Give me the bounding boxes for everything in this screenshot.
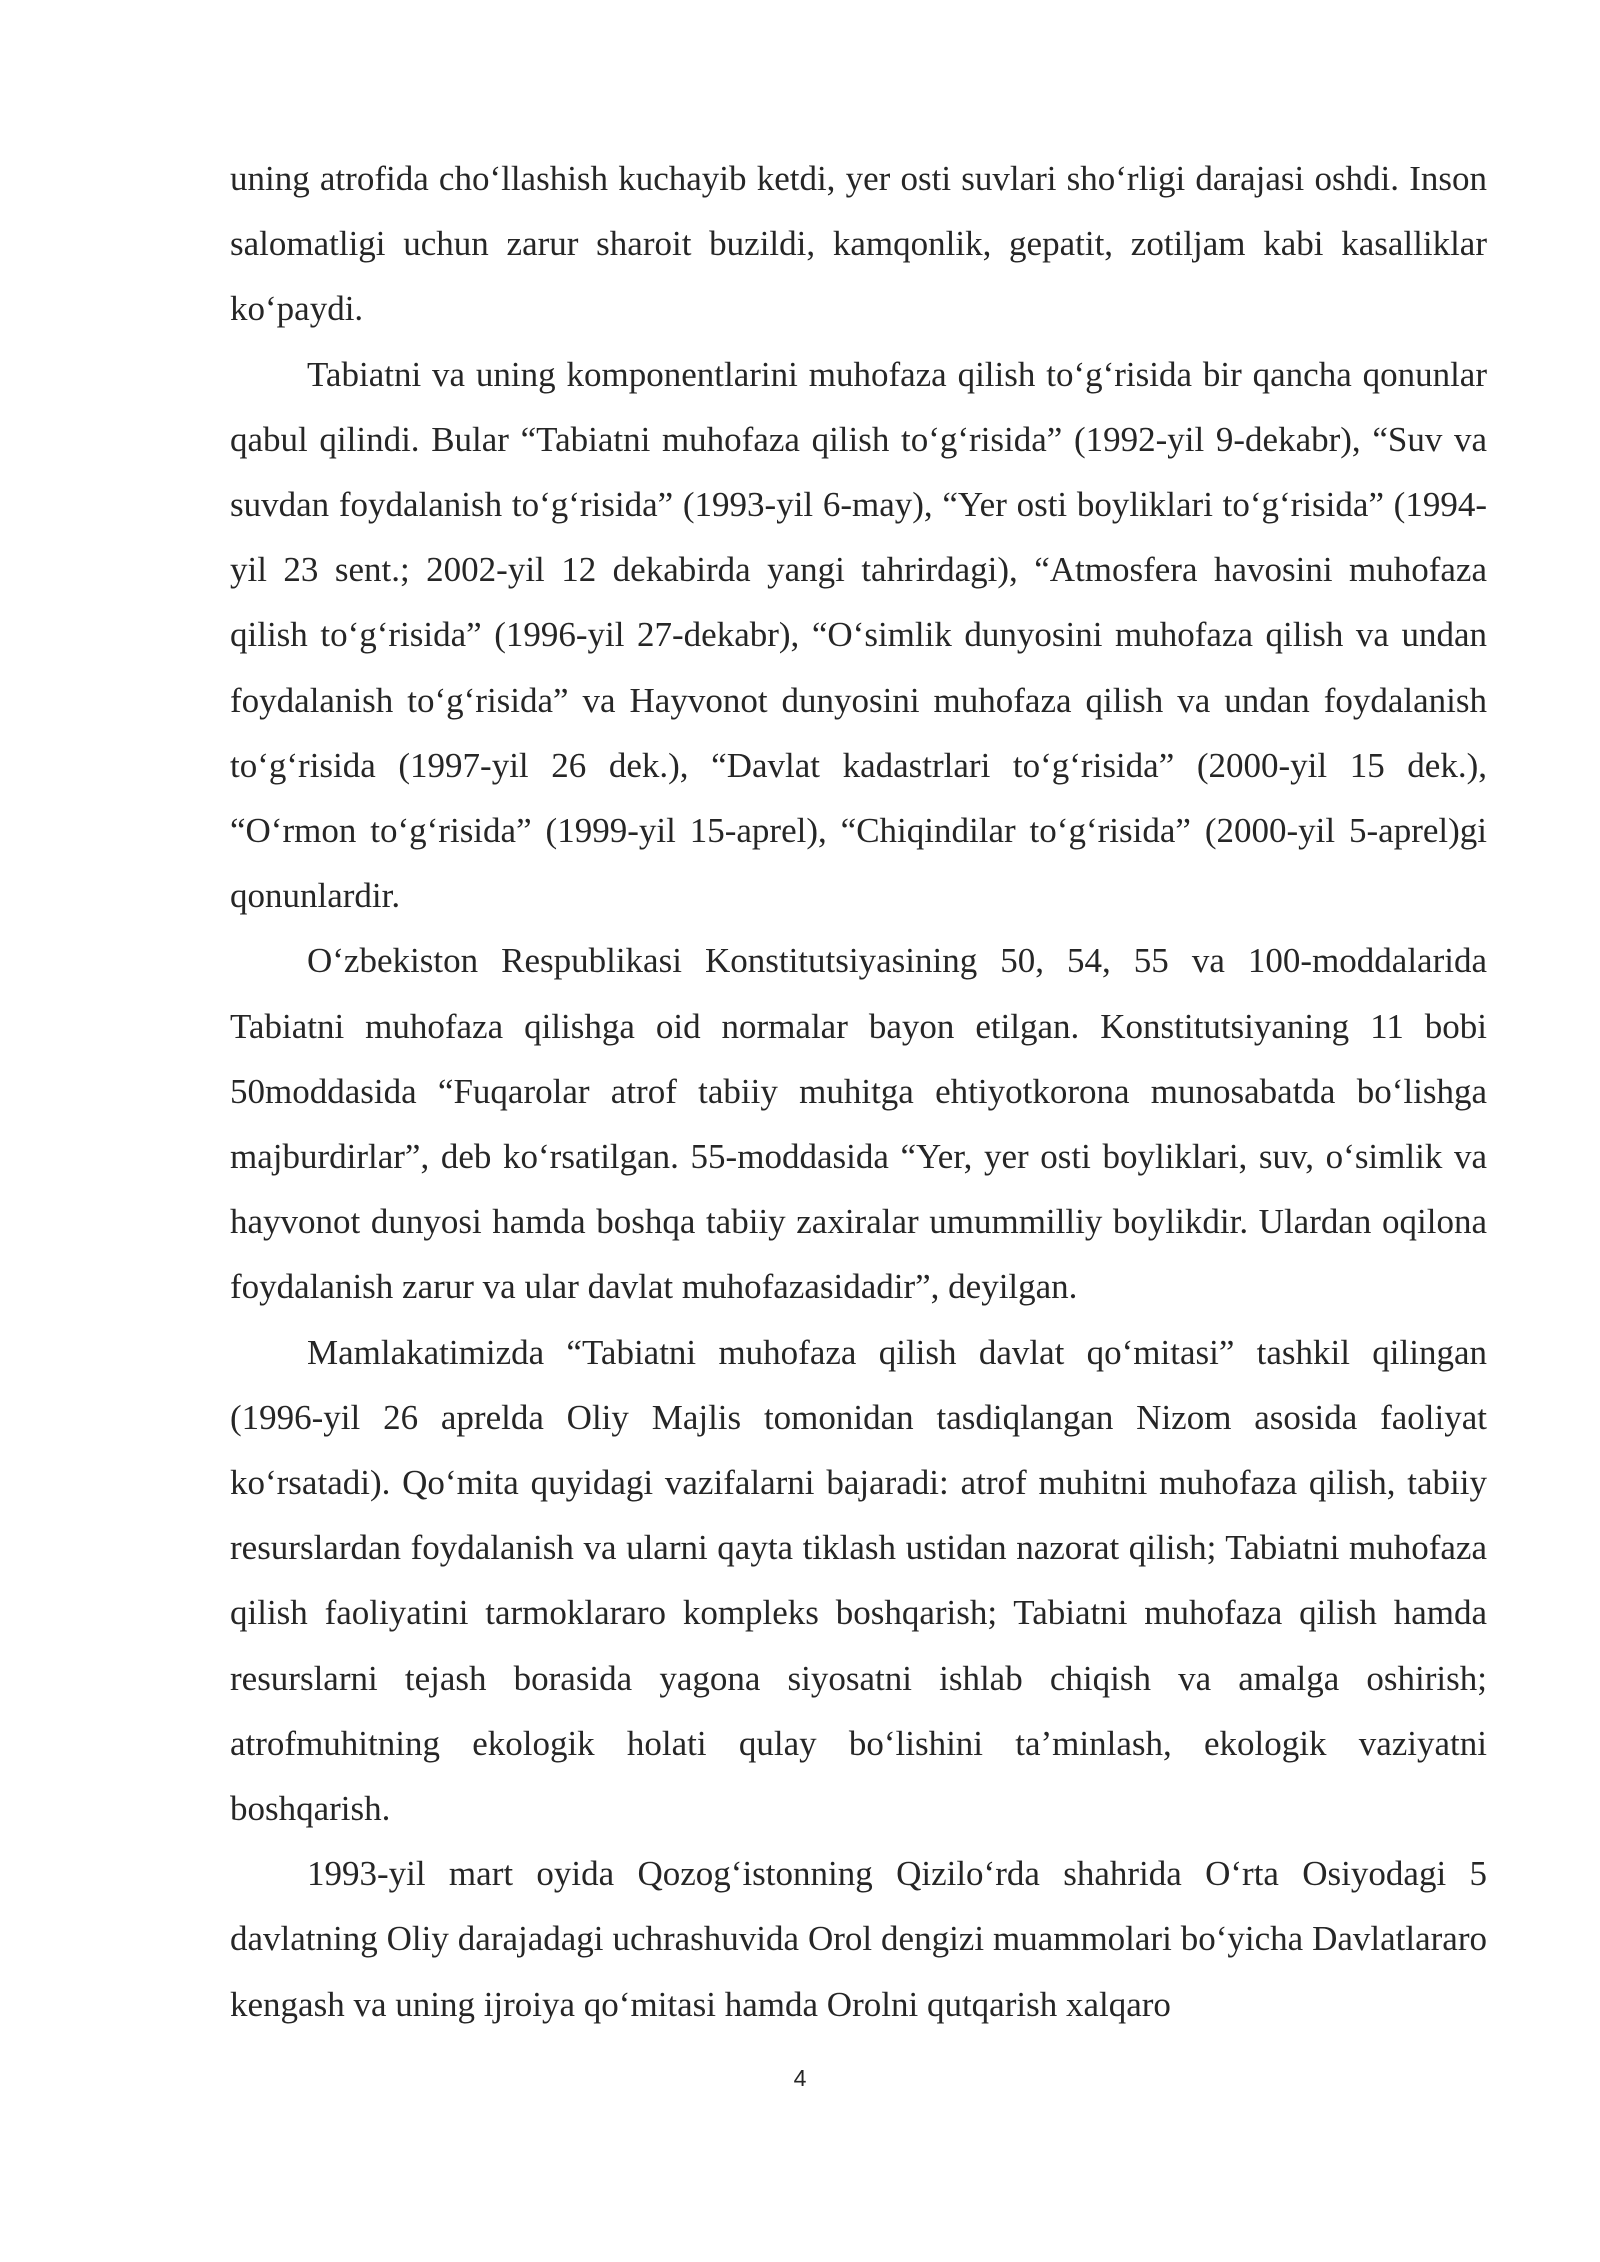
paragraph-3: O‘zbekiston Respublikasi Konstitutsiyasining 50, 54, 55 va 100-moddalarida Tabiatni muhofaza qilishga oid normalar bayon etilgan. Konstitutsiyaning 11 bobi 50moddasida “Fuqarolar atrof tabiiy muhitga ehtiyotkorona munosabatda bo‘lishga majburdirlar”, deb ko‘rsatilgan. 55-moddasida “Yer, yer osti boyliklari, suv, o‘simlik va hayvonot dunyosi hamda boshqa tabiiy zaxiralar umummilliy boylikdir. Ulardan oqilona foydalanish zarur va ular davlat muhofazasidadir”, deyilgan. [230, 941, 1487, 1307]
page-number: 4 [793, 2065, 807, 2091]
paragraph-4: Mamlakatimizda “Tabiatni muhofaza qilish davlat qo‘mitasi” tashkil qilingan (1996-yil 26 aprelda Oliy Majlis tomonidan tasdiqlangan Nizom asosida faoliyat ko‘rsatadi). Qo‘mita quyidagi vazifalarni bajaradi: atrof muhitni muhofaza qilish, tabiiy resurslardan foydalanish va ularni qayta tiklash ustidan nazorat qilish; Tabiatni muhofaza qilish faoliyatini tarmoklararo kompleks boshqarish; Tabiatni muhofaza qilish hamda resurslarni tejash borasida yagona siyosatni ishlab chiqish va amalga oshirish; atrofmuhitning ekologik holati qulay bo‘lishini ta’minlash, ekologik vaziyatni boshqarish. [230, 1332, 1487, 1829]
paragraph-1: uning atrofida cho‘llashish kuchayib ketdi, yer osti suvlari sho‘rligi darajasi oshdi. Inson salomatligi uchun zarur sharoit buzildi, kamqonlik, gepatit, zotiljam kabi kasalliklar ko‘paydi. [230, 159, 1487, 329]
body-text [230, 146, 1487, 2037]
paragraph-2: Tabiatni va uning komponentlarini muhofaza qilish to‘g‘risida bir qancha qonunlar qabul qilindi. Bular “Tabiatni muhofaza qilish to‘g‘risida” (1992-yil 9-dekabr), “Suv va suvdan foydalanish to‘g‘risida” (1993-yil 6-may), “Yer osti boyliklari to‘g‘risida” (1994-yil 23 sent.; 2002-yil 12 dekabirda yangi tahrirdagi), “Atmosfera havosini muhofaza qilish to‘g‘risida” (1996-yil 27-dekabr), “O‘simlik dunyosini muhofaza qilish va undan foydalanish to‘g‘risida” va Hayvonot dunyosini muhofaza qilish va undan foydalanish to‘g‘risida (1997-yil 26 dek.), “Davlat kadastrlari to‘g‘risida” (2000-yil 15 dek.), “O‘rmon to‘g‘risida” (1999-yil 15-aprel), “Chiqindilar to‘g‘risida” (2000-yil 5-aprel)gi qonunlardir. [230, 354, 1487, 916]
paragraph-5: 1993-yil mart oyida Qozog‘istonning Qizilo‘rda shahrida O‘rta Osiyodagi 5 davlatning Oliy darajadagi uchrashuvida Orol dengizi muammolari bo‘yicha Davlatlararo kengash va uning ijroiya qo‘mitasi hamda Orolni qutqarish xalqaro [230, 1854, 1487, 2024]
